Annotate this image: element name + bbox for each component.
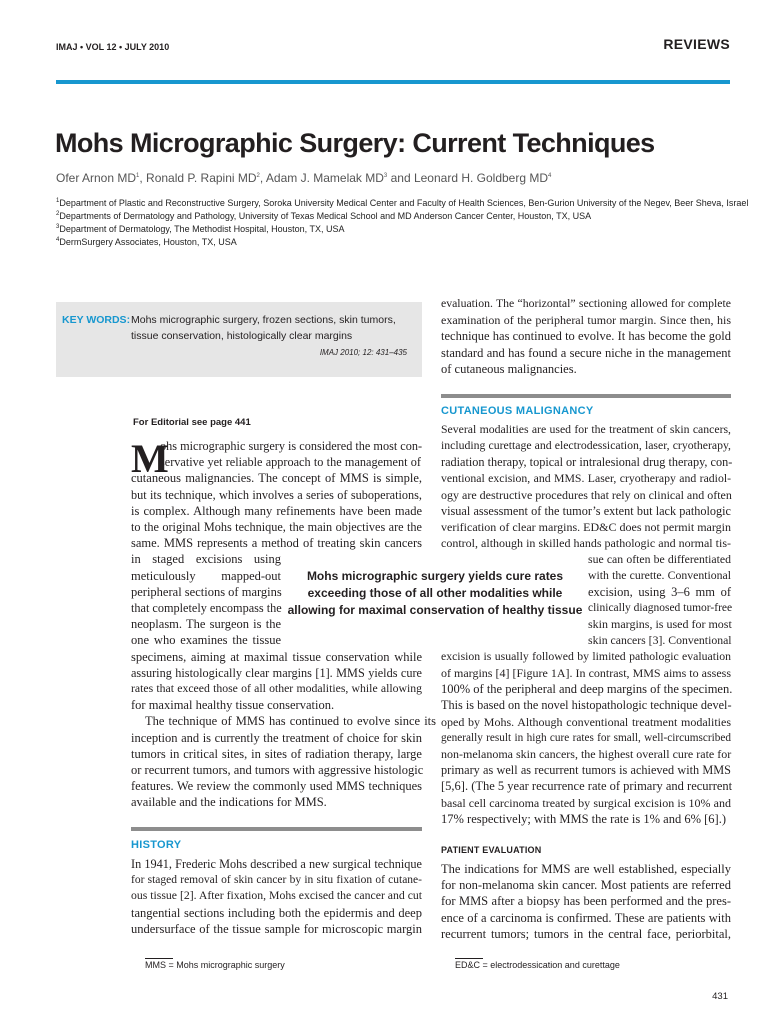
text-line: evaluation. The “horizontal” sectioning allowed for complete — [441, 297, 731, 310]
affiliation: $^1$Department of Plastic and Reconstructive Surgery, Soroka University Medical Center and Faculty of Health Sciences, Ben-Gurion University of the Negev, Beer Sheva, Israel — [56, 198, 749, 208]
keywords-label: KEY WORDS: — [62, 314, 131, 326]
text-line: same. MMS represents a method of treating skin cancers — [131, 536, 422, 551]
text-line: inception and is currently the treatment of choice for skin — [131, 730, 422, 745]
keywords-text: tissue conservation, histologically clear margins — [131, 330, 353, 342]
drop-cap: M — [131, 436, 169, 481]
text-line: ohs micrographic surgery is considered the most con- — [160, 439, 423, 453]
text-line: ogy are destructive procedures that rely on clinical and often — [441, 487, 732, 502]
text-line: ventional excision, and MMS. Laser, cryotherapy and radiol- — [441, 471, 731, 485]
text-line: ous tissue [2]. After fixation, Mohs excised the cancer and cut — [131, 889, 423, 903]
text-line: of cutaneous malignancies. — [441, 361, 577, 376]
patient-heading: PATIENT EVALUATION — [441, 845, 542, 855]
text-line: clinically diagnosed tumor-free — [588, 602, 733, 615]
text-line: in staged excisions using — [131, 552, 281, 567]
text-line: peripheral sections of margins — [131, 584, 282, 599]
text-line: of margins [4] [Figure 1A]. In contrast, MMS aims to assess — [441, 666, 731, 680]
text-line: excision is usually followed by limited pathologic evaluation — [441, 649, 731, 663]
citation: IMAJ 2010; 12: 431–435 — [319, 348, 407, 357]
text-line: undersurface of the tissue sample for microscopic margin — [131, 921, 422, 936]
text-line: recurrent tumors; tumors in the central face, periorbital, — [441, 926, 731, 941]
text-line: for non-melanoma skin cancer. Most patients are referred — [441, 878, 731, 893]
article-title: Mohs Micrographic Surgery: Current Techniques — [55, 128, 655, 158]
text-line: or recurrent tumors, and tumors with aggressive histologic — [131, 763, 424, 777]
pull-quote: Mohs micrographic surgery yields cure rates exceeding those of all other modalities while allowing for maximal conservation of healthy tissue — [287, 569, 583, 617]
footnote-rule — [455, 958, 483, 959]
header-rule — [56, 80, 730, 84]
text-line: neoplasm. The surgeon is the — [131, 617, 281, 632]
text-line: This is based on the novel histopathologic technique devel- — [441, 698, 732, 713]
text-line: meticulously mapped-out — [131, 568, 281, 583]
text-line: The technique of MMS has continued to evolve since its — [145, 714, 436, 729]
text-line: generally result in high cure rates for small, well-circumscribed — [441, 731, 731, 744]
history-heading: HISTORY — [131, 839, 182, 851]
text-line: cutaneous malignancies. The concept of MMS is simple, — [131, 471, 422, 486]
text-line: specimens, aiming at maximal tissue conservation while — [131, 649, 422, 664]
text-line: excision, using 3–6 mm of — [588, 585, 731, 599]
keywords-text: Mohs micrographic surgery, frozen sections, skin tumors, — [131, 314, 396, 326]
text-line: 100% of the peripheral and deep margins of the specimen. — [441, 682, 733, 697]
cutaneous-heading: CUTANEOUS MALIGNANCY — [441, 405, 594, 417]
text-line: sue can often be differentiated — [588, 552, 731, 566]
text-line: ence of a carcinoma is confirmed. These are patients with — [441, 910, 731, 925]
text-line: skin margins, is used for most — [588, 617, 732, 632]
text-line: available and the indications for MMS. — [131, 795, 327, 810]
text-line: visual assessment of the tumor’s extent but lack pathologic — [441, 504, 731, 518]
text-line: [5,6]. (The 5 year recurrence rate of primary and recurrent — [441, 779, 733, 794]
text-line: radiation therapy, topical or intralesional drug therapy, con- — [441, 455, 733, 470]
text-line: verification of clear margins. ED&C does not permit margin — [441, 520, 731, 535]
text-line: control, although in skilled hands pathologic and normal tis- — [441, 536, 731, 551]
text-line: The indications for MMS are well established, especially — [441, 862, 731, 876]
page-number: 431 — [712, 991, 728, 1002]
text-line: for MMS after a biopsy has been performed and the pres- — [441, 894, 731, 909]
author-list: Ofer Arnon $MD^1$, Ronald P. Rapini $MD^2$, Adam J. Mamelak $MD^3$ and Leonard H. Goldberg $MD^4$ — [56, 171, 552, 185]
text-line: skin cancers [3]. Conventional — [588, 633, 732, 647]
section-rule — [131, 827, 422, 831]
footnote-rule — [145, 958, 173, 959]
text-line: rates that exceed those of all other modalities, while allowing — [131, 682, 422, 695]
text-line: including curettage and electrodessication, laser, cryotherapy, — [441, 439, 731, 453]
text-line: 17% respectively; with MMS the rate is 1% and 6% [6].) — [441, 811, 727, 826]
text-line: for staged removal of skin cancer by in situ fixation of cutane- — [131, 874, 422, 887]
section-label: REVIEWS — [663, 36, 730, 52]
text-line: assuring histologically clear margins [1]. MMS yields cure — [131, 665, 422, 680]
text-line: tangential sections including both the epidermis and deep — [131, 905, 422, 920]
text-line: In 1941, Frederic Mohs described a new surgical technique — [131, 857, 422, 871]
text-line: basal cell carcinoma treated by surgical excision is 10% and — [441, 795, 731, 810]
text-line: oped by Mohs. Although conventional treatment modalities — [441, 714, 731, 729]
text-line: technique has continued to evolve. It has become the gold — [441, 329, 731, 344]
text-line: with the curette. Conventional — [588, 568, 731, 582]
text-line: non-melanoma skin cancers, the highest overall cure rate for — [441, 747, 732, 761]
text-line: but its technique, which involves a series of suboperations, — [131, 487, 422, 502]
affiliation: $^3$Department of Dermatology, The Methodist Hospital, Houston, TX, USA — [56, 224, 345, 234]
text-line: for maximal healthy tissue conservation. — [131, 698, 335, 713]
running-header: IMAJ • VOL 12 • JULY 2010 — [56, 42, 170, 52]
text-line: Several modalities are used for the treatment of skin cancers, — [441, 423, 731, 436]
text-line: features. We review the commonly used MMS techniques — [131, 779, 422, 794]
text-line: primary as well as recurrent tumors is achieved with MMS — [441, 763, 731, 778]
editorial-note: For Editorial see page 441 — [133, 417, 251, 428]
text-line: is complex. Although many refinements have been made — [131, 503, 422, 518]
text-line: one who examines the tissue — [131, 633, 281, 648]
section-rule — [441, 394, 731, 398]
text-line: to the original Mohs technique, the main objectives are the — [131, 520, 422, 534]
affiliation: $^2$Departments of Dermatology and Pathology, University of Texas Medical School and MD Anderson Cancer Center, Houston, TX, USA — [56, 211, 592, 221]
text-line: standard and has found a secure niche in the management — [441, 345, 731, 360]
footnote: ED&C = electrodessication and curettage — [455, 960, 620, 970]
text-line: tumors in critical sites, in sites of radiation therapy, large — [131, 746, 422, 761]
text-line: servative yet reliable approach to the management of — [160, 455, 421, 470]
affiliation: $^4$DermSurgery Associates, Houston, TX, USA — [56, 237, 237, 247]
footnote: MMS = Mohs micrographic surgery — [145, 960, 285, 970]
text-line: examination of the peripheral tumor margin. Since then, his — [441, 313, 731, 328]
text-line: that completely encompass the — [131, 601, 282, 615]
